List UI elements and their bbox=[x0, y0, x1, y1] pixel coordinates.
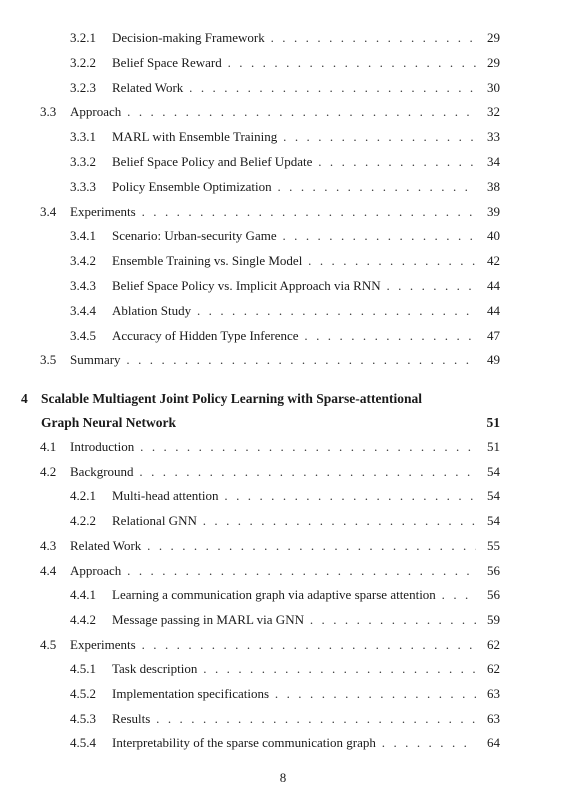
toc-entry-number: 4.4.1 bbox=[70, 587, 96, 603]
toc-entry-page: 56 bbox=[487, 562, 500, 578]
toc-entry bbox=[0, 102, 566, 122]
toc-entry bbox=[0, 437, 566, 457]
toc-entry-number: 3.2.1 bbox=[70, 30, 96, 45]
toc-entry-page: 49 bbox=[487, 352, 500, 368]
toc-entry-number: 3.4.1 bbox=[70, 228, 96, 244]
toc-entry-page: 54 bbox=[487, 488, 500, 504]
toc-entry-page: 34 bbox=[487, 154, 500, 169]
toc-entry-number: 3.3.1 bbox=[70, 129, 96, 145]
toc-entry-title bbox=[112, 610, 476, 630]
toc-entry-number: 4.5.4 bbox=[70, 735, 96, 751]
toc-entry bbox=[0, 251, 566, 271]
toc-entry bbox=[0, 511, 566, 531]
toc-entry bbox=[0, 53, 566, 73]
toc-entry-number: 4.2.2 bbox=[70, 513, 96, 529]
toc-entry-title-text: Introduction bbox=[70, 439, 135, 454]
toc-entry-title bbox=[112, 251, 476, 271]
toc-entry-title-text: Results bbox=[112, 710, 151, 726]
toc-entry-title-text: Belief Space Reward bbox=[112, 54, 222, 70]
toc-entry-number: 3.3.3 bbox=[70, 178, 96, 194]
toc-entry-page: 44 bbox=[487, 302, 500, 318]
chapter-title-line-1: Scalable Multiagent Joint Policy Learning with Sparse-attentional bbox=[41, 391, 422, 406]
toc-entry-title-text: Belief Space Policy and Belief Update bbox=[112, 154, 313, 169]
toc-entry-page: 30 bbox=[487, 79, 500, 95]
toc-entry-title-text: Policy Ensemble Optimization bbox=[112, 178, 272, 194]
toc-entry-title-text: Related Work bbox=[112, 79, 184, 95]
toc-entry-page: 32 bbox=[487, 104, 500, 120]
toc-entry-number: 4.2 bbox=[40, 463, 57, 479]
toc-entry-number: 3.2.2 bbox=[70, 54, 96, 70]
toc-entry-title-text: Related Work bbox=[70, 537, 142, 553]
toc-entry-number: 4.5.1 bbox=[70, 661, 96, 677]
toc-entry bbox=[0, 536, 566, 556]
toc-entry-title-text: Summary bbox=[70, 352, 121, 368]
toc-entry-page: 54 bbox=[487, 463, 500, 479]
toc-entry-title bbox=[70, 437, 476, 457]
toc-entry-title bbox=[112, 684, 476, 704]
toc-entry-title-text: Task description bbox=[112, 661, 198, 677]
toc-entry bbox=[0, 635, 566, 655]
toc-entry bbox=[0, 177, 566, 197]
toc-entry-page: 54 bbox=[487, 513, 500, 529]
toc-entry-title-text: Interpretability of the sparse communication graph bbox=[112, 735, 376, 751]
toc-entry bbox=[0, 733, 566, 753]
toc-entry bbox=[0, 78, 566, 98]
toc-entry-title bbox=[112, 53, 476, 73]
toc-entry-number: 3.4.2 bbox=[70, 253, 96, 269]
toc-entry-title-text: Accuracy of Hidden Type Inference bbox=[112, 327, 299, 343]
toc-entry-number: 4.3 bbox=[40, 537, 57, 553]
chapter-number: 4 bbox=[21, 391, 28, 406]
toc-entry-page: 59 bbox=[487, 611, 500, 627]
toc-entry-page: 63 bbox=[487, 686, 500, 701]
toc-entry-number: 4.4.2 bbox=[70, 611, 96, 627]
toc-entry-title-text: Multi-head attention bbox=[112, 488, 219, 504]
toc-entry-page: 44 bbox=[487, 278, 500, 293]
toc-entry-title-text: Approach bbox=[70, 104, 122, 120]
toc-entry-title-text: Implementation specifications bbox=[112, 686, 270, 701]
chapter-page-number: 51 bbox=[486, 415, 500, 430]
page-number: 8 bbox=[279, 770, 287, 785]
toc-entry-number: 3.2.3 bbox=[70, 79, 96, 95]
toc-entry bbox=[0, 301, 566, 321]
toc-entry bbox=[0, 350, 566, 370]
toc-entry-title bbox=[112, 78, 476, 98]
chapter-heading bbox=[0, 387, 566, 435]
toc-entry bbox=[0, 561, 566, 581]
toc-entry-number: 4.5.3 bbox=[70, 710, 96, 726]
toc-entry-title-text: Experiments bbox=[70, 636, 136, 652]
toc-entry-title bbox=[112, 28, 476, 48]
toc-entry-number: 3.3 bbox=[40, 104, 57, 120]
toc-entry-title bbox=[112, 301, 476, 321]
toc-entry-page: 55 bbox=[487, 537, 500, 553]
toc-entry-title-text: Belief Space Policy vs. Implicit Approach via RNN bbox=[112, 278, 381, 293]
toc-entry-number: 3.4.3 bbox=[70, 278, 96, 293]
toc-entry-number: 3.3.2 bbox=[70, 154, 96, 169]
toc-entry-title-text: Ablation Study bbox=[112, 302, 192, 318]
toc-entry-title bbox=[112, 511, 476, 531]
toc-entry-title-text: Learning a communication graph via adaptive sparse attention bbox=[112, 587, 436, 603]
toc-entry-title bbox=[112, 326, 476, 346]
toc-entry-number: 4.5 bbox=[40, 636, 57, 652]
toc-entry-page: 29 bbox=[487, 30, 500, 45]
toc-entry-title-text: Relational GNN bbox=[112, 513, 197, 529]
toc-entry-title bbox=[112, 585, 476, 605]
toc-entry-title-text: Decision-making Framework bbox=[112, 30, 265, 45]
toc-entry bbox=[0, 585, 566, 605]
toc-entry bbox=[0, 659, 566, 679]
chapter-title-line-2: Graph Neural Network bbox=[41, 415, 176, 430]
toc-entry bbox=[0, 462, 566, 482]
toc-entry-title bbox=[112, 733, 476, 753]
toc-entry-title-text: Experiments bbox=[70, 203, 136, 219]
toc-entry-title bbox=[70, 635, 476, 655]
toc-entry-number: 3.4 bbox=[40, 203, 57, 219]
toc-entry-page: 29 bbox=[487, 54, 500, 70]
toc-entry-number: 3.4.5 bbox=[70, 327, 96, 343]
toc-entry-number: 3.4.4 bbox=[70, 302, 96, 318]
toc-entry-title bbox=[112, 276, 476, 296]
toc-entry-title bbox=[70, 202, 476, 222]
toc-entry-title bbox=[112, 177, 476, 197]
toc-entry-page: 39 bbox=[487, 203, 500, 219]
toc-entry bbox=[0, 326, 566, 346]
toc-entry bbox=[0, 684, 566, 704]
toc-entry bbox=[0, 127, 566, 147]
toc-entry-title-text: MARL with Ensemble Training bbox=[112, 129, 278, 145]
toc-entry-title bbox=[112, 152, 476, 172]
toc-entry bbox=[0, 709, 566, 729]
toc-entry-page: 63 bbox=[487, 710, 500, 726]
toc-entry-title bbox=[112, 127, 476, 147]
toc-entry-number: 4.4 bbox=[40, 562, 57, 578]
toc-entry-number: 4.2.1 bbox=[70, 488, 96, 504]
toc-entry-title bbox=[70, 561, 476, 581]
toc-entry-page: 38 bbox=[487, 178, 500, 194]
toc-entry-title-text: Scenario: Urban-security Game bbox=[112, 228, 277, 244]
toc-entry-page: 64 bbox=[487, 735, 500, 751]
toc-entry-page: 40 bbox=[487, 228, 500, 244]
toc-entry-page: 62 bbox=[487, 636, 500, 652]
toc-entry-title-text: Approach bbox=[70, 562, 122, 578]
toc-entry-title bbox=[112, 659, 476, 679]
toc-entry-title bbox=[70, 536, 476, 556]
toc-entry-page: 47 bbox=[487, 327, 500, 343]
toc-entry bbox=[0, 276, 566, 296]
toc-entry-title bbox=[112, 226, 476, 246]
toc-entry-number: 4.5.2 bbox=[70, 686, 96, 701]
toc-entry-title-text: Message passing in MARL via GNN bbox=[112, 611, 304, 627]
toc-entry bbox=[0, 486, 566, 506]
toc-entry bbox=[0, 202, 566, 222]
toc-entry bbox=[0, 152, 566, 172]
toc-entry-title bbox=[70, 102, 476, 122]
toc-entry bbox=[0, 28, 566, 48]
toc-entry-title-text: Background bbox=[70, 463, 134, 479]
toc-entry-title bbox=[112, 709, 476, 729]
toc-entry-page: 62 bbox=[487, 661, 500, 677]
toc-entry-page: 56 bbox=[487, 587, 500, 603]
toc-entry bbox=[0, 610, 566, 630]
toc-entry-number: 4.1 bbox=[40, 439, 57, 454]
toc-entry bbox=[0, 226, 566, 246]
toc-entry-title bbox=[70, 350, 476, 370]
toc-entry-page: 33 bbox=[487, 129, 500, 145]
toc-entry-title bbox=[70, 462, 476, 482]
toc-entry-title bbox=[112, 486, 476, 506]
toc-entry-page: 42 bbox=[487, 253, 500, 269]
toc-entry-number: 3.5 bbox=[40, 352, 57, 368]
toc-entry-title-text: Ensemble Training vs. Single Model bbox=[112, 253, 303, 269]
toc-entry-page: 51 bbox=[487, 439, 500, 454]
